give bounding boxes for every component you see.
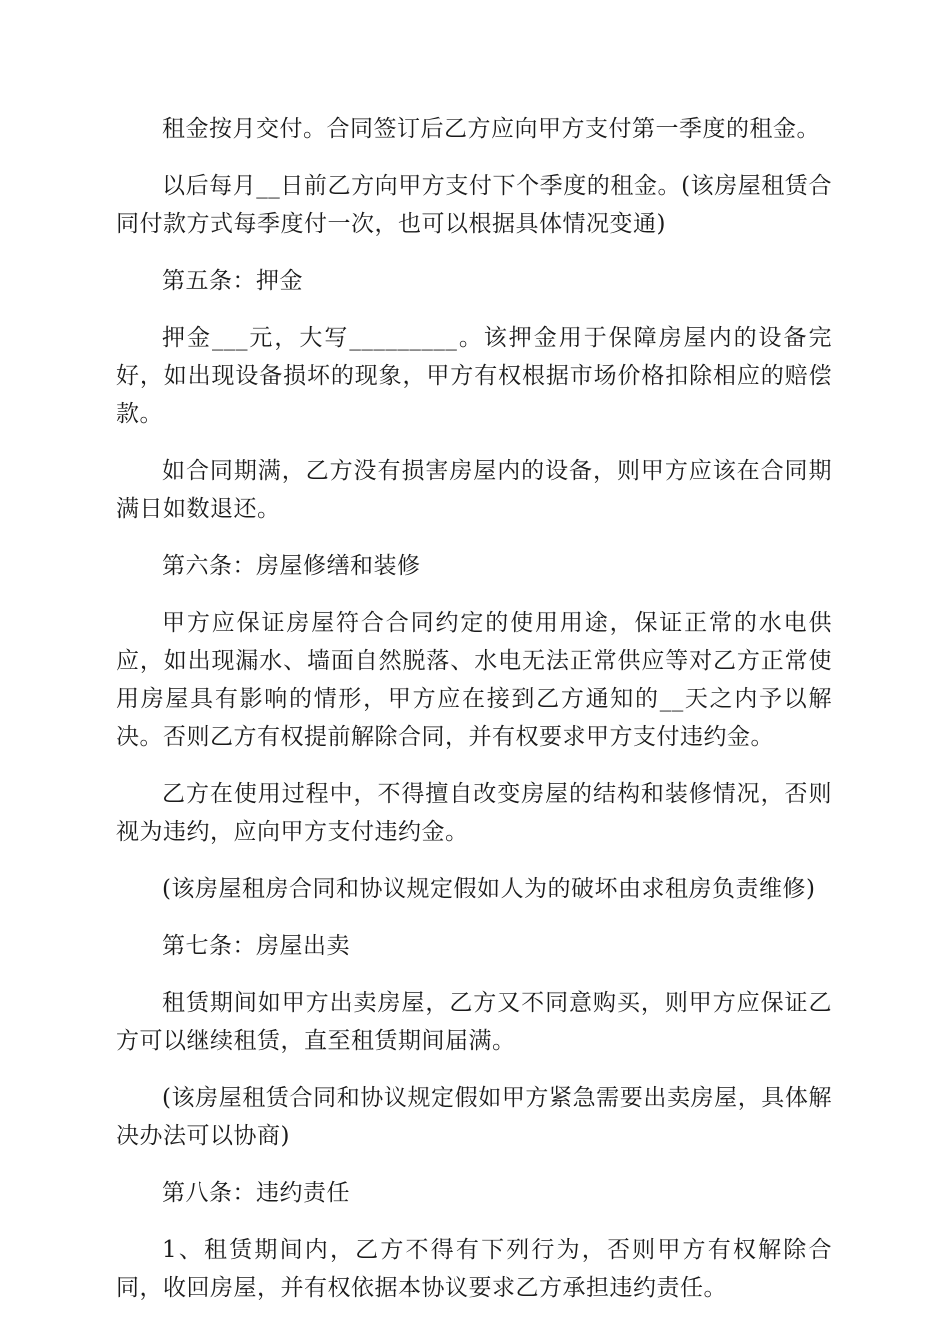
heading-article-7: 第七条：房屋出卖 [162, 933, 350, 959]
paragraph-sale-continuation: 租赁期间如甲方出卖房屋，乙方又不同意购买，则甲方应保证乙方可以继续租赁，直至租赁期间届满。 [116, 990, 832, 1054]
document-body [116, 110, 832, 1326]
paragraph-no-alteration: 乙方在使用过程中，不得擅自改变房屋的结构和装修情况，否则视为违约，应向甲方支付违约金。 [116, 781, 832, 845]
paragraph-rent-quarterly: 以后每月__日前乙方向甲方支付下个季度的租金。(该房屋租赁合同付款方式每季度付一次，也可以根据具体情况变通) [116, 173, 832, 237]
paragraph-deposit-refund: 如合同期满，乙方没有损害房屋内的设备，则甲方应该在合同期满日如数退还。 [116, 458, 832, 522]
heading-article-6: 第六条：房屋修缮和装修 [162, 553, 421, 579]
paragraph-deposit-amount: 押金___元，大写_________。该押金用于保障房屋内的设备完好，如出现设备损坏的现象，甲方有权根据市场价格扣除相应的赔偿款。 [116, 325, 832, 427]
paragraph-breach-1: 1、租赁期间内，乙方不得有下列行为，否则甲方有权解除合同，收回房屋，并有权依据本协议要求乙方承担违约责任。 [116, 1237, 832, 1301]
paragraph-repair-obligation: 甲方应保证房屋符合合同约定的使用用途，保证正常的水电供应，如出现漏水、墙面自然脱落、水电无法正常供应等对乙方正常使用房屋具有影响的情形，甲方应在接到乙方通知的__天之内予以解决。否则乙方有权提前解除合同，并有权要求甲方支付违约金。 [116, 610, 832, 750]
paragraph-rent-monthly: 租金按月交付。合同签订后乙方应向甲方支付第一季度的租金。 [162, 116, 820, 142]
heading-article-8: 第八条：违约责任 [162, 1180, 350, 1206]
paragraph-repair-note: (该房屋租房合同和协议规定假如人为的破坏由求租房负责维修) [162, 876, 816, 902]
heading-article-5: 第五条：押金 [162, 268, 303, 294]
paragraph-sale-note: (该房屋租赁合同和协议规定假如甲方紧急需要出卖房屋，具体解决办法可以协商) [116, 1085, 832, 1149]
